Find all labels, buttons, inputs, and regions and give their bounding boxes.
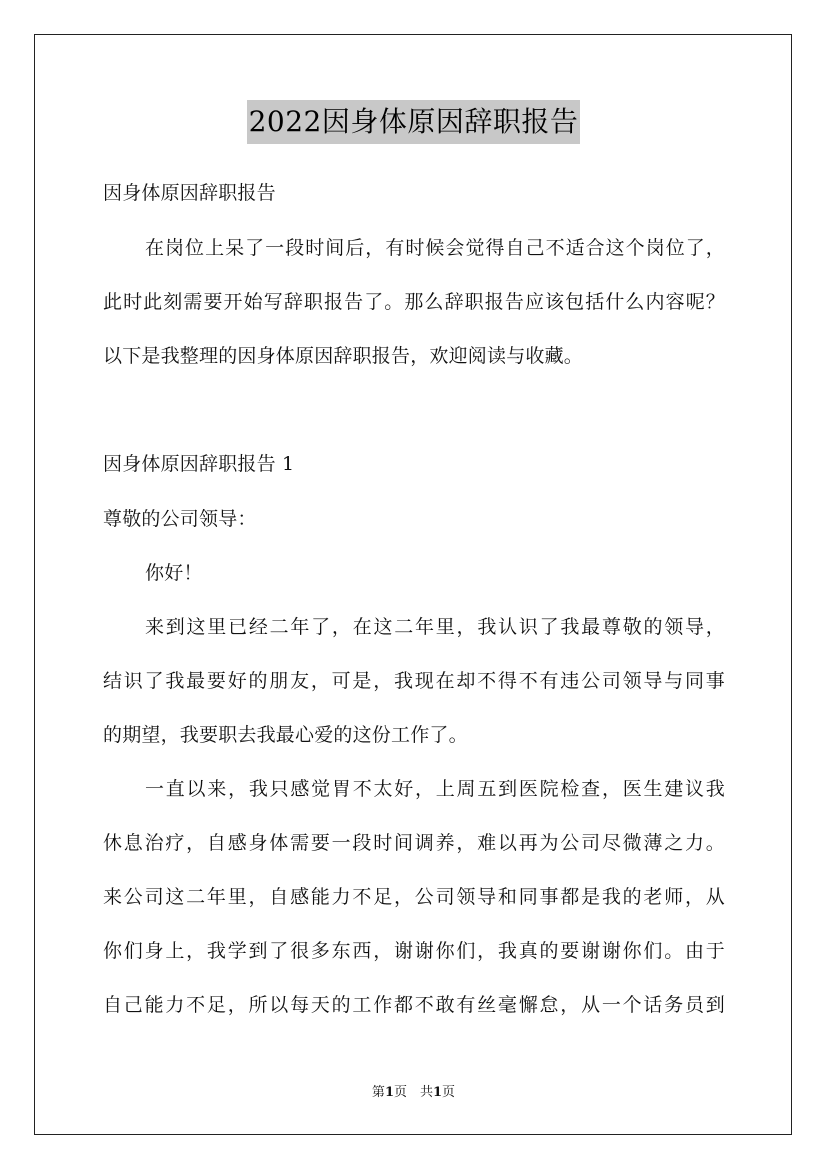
body-line-6: 来公司这二年里，自感能力不足，公司领导和同事都是我的老师，从 (103, 886, 725, 908)
salutation: 尊敬的公司领导： (103, 508, 257, 530)
body-line-1: 来到这里已经二年了，在这二年里，我认识了我最尊敬的领导， (145, 616, 725, 638)
footer-page-mid: 页 共 (393, 1085, 433, 1100)
intro-line-2: 此时此刻需要开始写辞职报告了。那么辞职报告应该包括什么内容呢？ (103, 291, 725, 313)
title-container (0, 100, 827, 144)
footer-page-number: 1 (384, 1085, 394, 1100)
section-heading: 因身体原因辞职报告 1 (103, 453, 295, 475)
body-line-2: 结识了我最要好的朋友，可是，我现在却不得不有违公司领导与同事 (103, 670, 725, 692)
footer-page-suffix: 页 (442, 1085, 456, 1100)
body-line-3: 的期望，我要职去我最心爱的这份工作了。 (103, 724, 468, 746)
footer-page-total: 1 (433, 1085, 443, 1100)
intro-line-3: 以下是我整理的因身体原因辞职报告，欢迎阅读与收藏。 (103, 345, 584, 367)
body-line-8: 自己能力不足，所以每天的工作都不敢有丝毫懈怠，从一个话务员到 (103, 994, 725, 1016)
page-footer (0, 1084, 827, 1102)
footer-page-prefix: 第 (371, 1085, 385, 1100)
greeting: 你好！ (145, 562, 203, 584)
body-line-4: 一直以来，我只感觉胃不太好，上周五到医院检查，医生建议我 (145, 778, 725, 800)
body-line-5: 休息治疗，自感身体需要一段时间调养，难以再为公司尽微薄之力。 (103, 832, 725, 854)
document-subtitle: 因身体原因辞职报告 (103, 182, 276, 204)
document-title: 2022因身体原因辞职报告 (247, 100, 581, 144)
body-line-7: 你们身上，我学到了很多东西，谢谢你们，我真的要谢谢你们。由于 (103, 940, 725, 962)
intro-line-1: 在岗位上呆了一段时间后，有时候会觉得自己不适合这个岗位了， (145, 237, 725, 259)
